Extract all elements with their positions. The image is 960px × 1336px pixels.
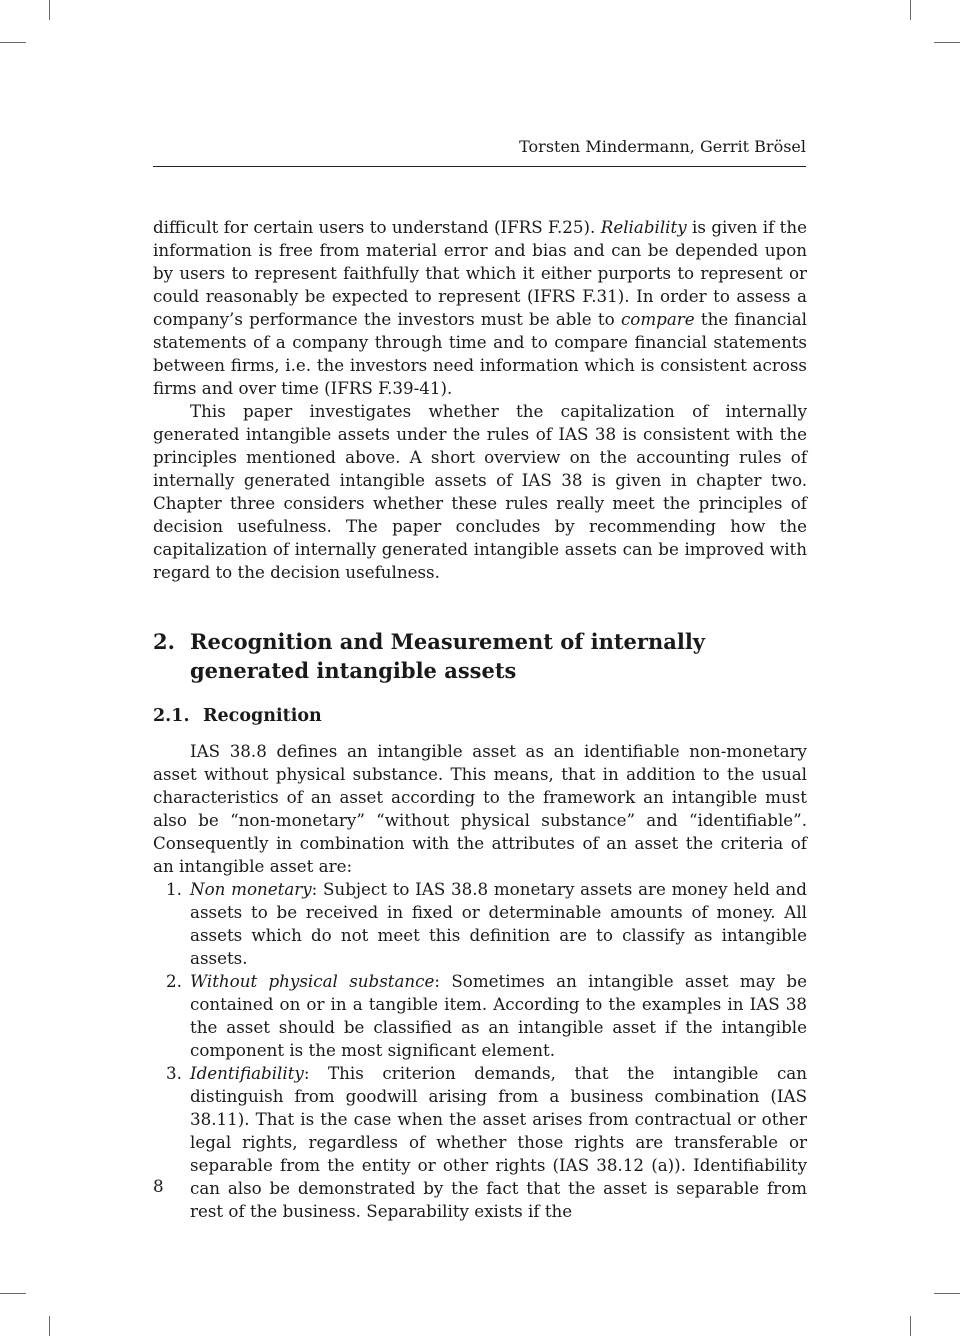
intro-paragraph-2: This paper investigates whether the capitalization of internally generated intangible assets under the rules of IAS 38 is consistent with the principles mentioned above. A short overview on the accounting rules of internally generated intangible assets of IAS 38 is given in chapter two. Chapter three considers whether these rules really meet the principles of decision usefulness. The paper concludes by recommending how the capitalization of internally generated intangible assets can be improved with regard to the decision usefulness. bbox=[153, 401, 807, 582]
section-number: 2. bbox=[153, 629, 175, 654]
term-reliability: Reliability bbox=[600, 217, 687, 237]
list-marker: 3. bbox=[166, 1063, 182, 1083]
running-header: Torsten Mindermann, Gerrit Brösel bbox=[519, 137, 806, 156]
criterion-term: Non monetary bbox=[190, 879, 312, 899]
page-number: 8 bbox=[153, 1176, 164, 1196]
crop-mark-right-lower bbox=[934, 1293, 960, 1294]
list-item bbox=[153, 970, 807, 1062]
crop-mark-right-upper bbox=[934, 42, 960, 43]
criterion-text: : Sometimes an intangible asset may be contained on or in a tangible item. According to the examples in IAS 38 the asset should be classified as an intangible asset if the intangible component is the most significant element. bbox=[190, 971, 807, 1060]
intro-text: difficult for certain users to understand (IFRS F.25). bbox=[153, 217, 601, 237]
criteria-list bbox=[153, 878, 807, 1223]
crop-mark-bottom-left bbox=[49, 1316, 50, 1336]
header-rule bbox=[153, 166, 806, 167]
crop-mark-top-left bbox=[49, 0, 50, 20]
list-item bbox=[153, 878, 807, 970]
crop-mark-left-lower bbox=[0, 1293, 26, 1294]
page-body bbox=[153, 216, 807, 1223]
criterion-term: Identifiability bbox=[190, 1063, 304, 1083]
intro-text: is given if the information is free from material error and bias and can be depended upon by users to represent faithfully that which it either purports to represent or could reasonably be expected to represent (IFRS F.31). In order to assess a company’s performance the investors must be able to bbox=[153, 217, 807, 329]
subsection-number: 2.1. bbox=[153, 706, 190, 726]
crop-mark-top-right bbox=[910, 0, 911, 20]
list-item bbox=[153, 1062, 807, 1223]
list-marker: 1. bbox=[166, 879, 182, 899]
section-title: Recognition and Measurement of internally generated intangible assets bbox=[190, 629, 706, 683]
crop-mark-left-upper bbox=[0, 42, 26, 43]
subsection-title: Recognition bbox=[203, 706, 322, 726]
section-heading bbox=[153, 627, 807, 685]
term-compare: compare bbox=[620, 309, 695, 329]
list-marker: 2. bbox=[166, 971, 182, 991]
criterion-text: : This criterion demands, that the intangible can distinguish from goodwill arising from a business combination (IAS 38.11). That is the case when the asset arises from contractual or other legal rights, regardless of whether those rights are transferable or separable from the entity or other rights (IAS 38.12 (a)). Identifiability can also be demonstrated by the fact that the asset is separable from rest of the business. Separability exists if the bbox=[190, 1063, 807, 1221]
intro-text: the financial statements of a company through time and to compare financial statements between firms, i.e. the investors need information which is consistent across firms and over time (IFRS F.39-41). bbox=[153, 309, 808, 398]
intro-paragraph-1 bbox=[153, 216, 807, 400]
crop-mark-bottom-right bbox=[910, 1316, 911, 1336]
subsection-heading bbox=[153, 705, 807, 728]
recognition-paragraph: IAS 38.8 defines an intangible asset as an identifiable non-monetary asset without physical substance. This means, that in addition to the usual characteristics of an asset according to the framework an intangible must also be “non-monetary” “without physical substance” and “identifiable”. Consequently in combination with the attributes of an asset the criteria of an intangible asset are: bbox=[153, 741, 807, 876]
criterion-text: : Subject to IAS 38.8 monetary assets are money held and assets to be received in fixed or determinable amounts of money. All assets which do not meet this definition are to classify as intangible assets. bbox=[190, 879, 807, 968]
criterion-term: Without physical substance bbox=[190, 971, 435, 991]
